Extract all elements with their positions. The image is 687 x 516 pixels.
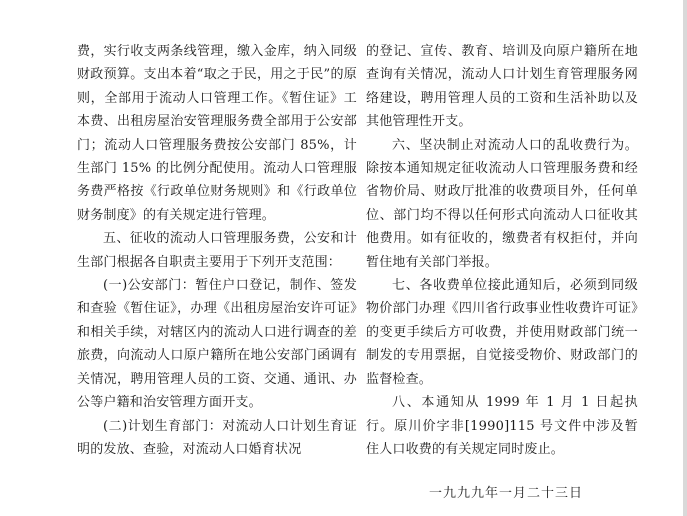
paragraph-family-planning: (二)计划生育部门：对流动人口计划生育证明的发放、查验，对流动人口婚育状况 xyxy=(77,418,357,457)
paragraph-section-five: 五、征收的流动人口管理服务费，公安和计生部门根据各自职责主要用于下列开支范围： xyxy=(77,231,357,270)
paragraph-section-seven: 七、各收费单位接此通知后，必须到同级物价部门办理《四川省行政事业性收费许可证》的变更手续后方可收费，并使用财政部门统一制发的专用票据，自觉接受物价、财政部门的监督检查。 xyxy=(366,278,638,387)
left-column xyxy=(77,40,357,461)
document-date: 一九九九年一月二十三日 xyxy=(428,486,583,502)
page-edge-divider xyxy=(683,0,687,516)
paragraph-fund-usage: 费，实行收支两条线管理，缴入金库，纳入同级财政预算。支出本着“取之于民，用之于民”的原则，全部用于流动人口管理工作。《暂住证》工本费、出租房屋治安管理服务费全部用于公安部门；流动人口管理服务费按公安部门 85%，计生部门 15% 的比例分配使用。流动人口管理服务费严格按《行政单位财务规则》和《行政单位财务制度》的有关规定进行管理。 xyxy=(77,44,357,223)
right-column xyxy=(366,40,638,506)
paragraph-family-planning-cont: 的登记、宣传、教育、培训及向原户籍所在地查询有关情况，流动人口计划生育管理服务网络建设，聘用管理人员的工资和生活补助以及其他管理性开支。 xyxy=(366,44,638,130)
paragraph-public-security: (一)公安部门：暂住户口登记，制作、签发和查验《暂住证》，办理《出租房屋治安许可证》和相关手续，对辖区内的流动人口进行调查的差旅费，向流动人口原户籍所在地公安部门函调有关情况，聘用管理人员的工资、交通、通讯、办公等户籍和治安管理方面开支。 xyxy=(77,278,357,411)
paragraph-section-eight: 八、本通知从 1999 年 1 月 1 日起执行。原川价字非[1990]115 号文件中涉及暂住人口收费的有关规定同时废止。 xyxy=(366,395,638,457)
paragraph-section-six: 六、坚决制止对流动人口的乱收费行为。除按本通知规定征收流动人口管理服务费和经省物价局、财政厅批准的收费项目外，任何单位、部门均不得以任何形式向流动人口征收其他费用。如有征收的，缴费者有权拒付，并向暂住地有关部门举报。 xyxy=(366,137,638,270)
